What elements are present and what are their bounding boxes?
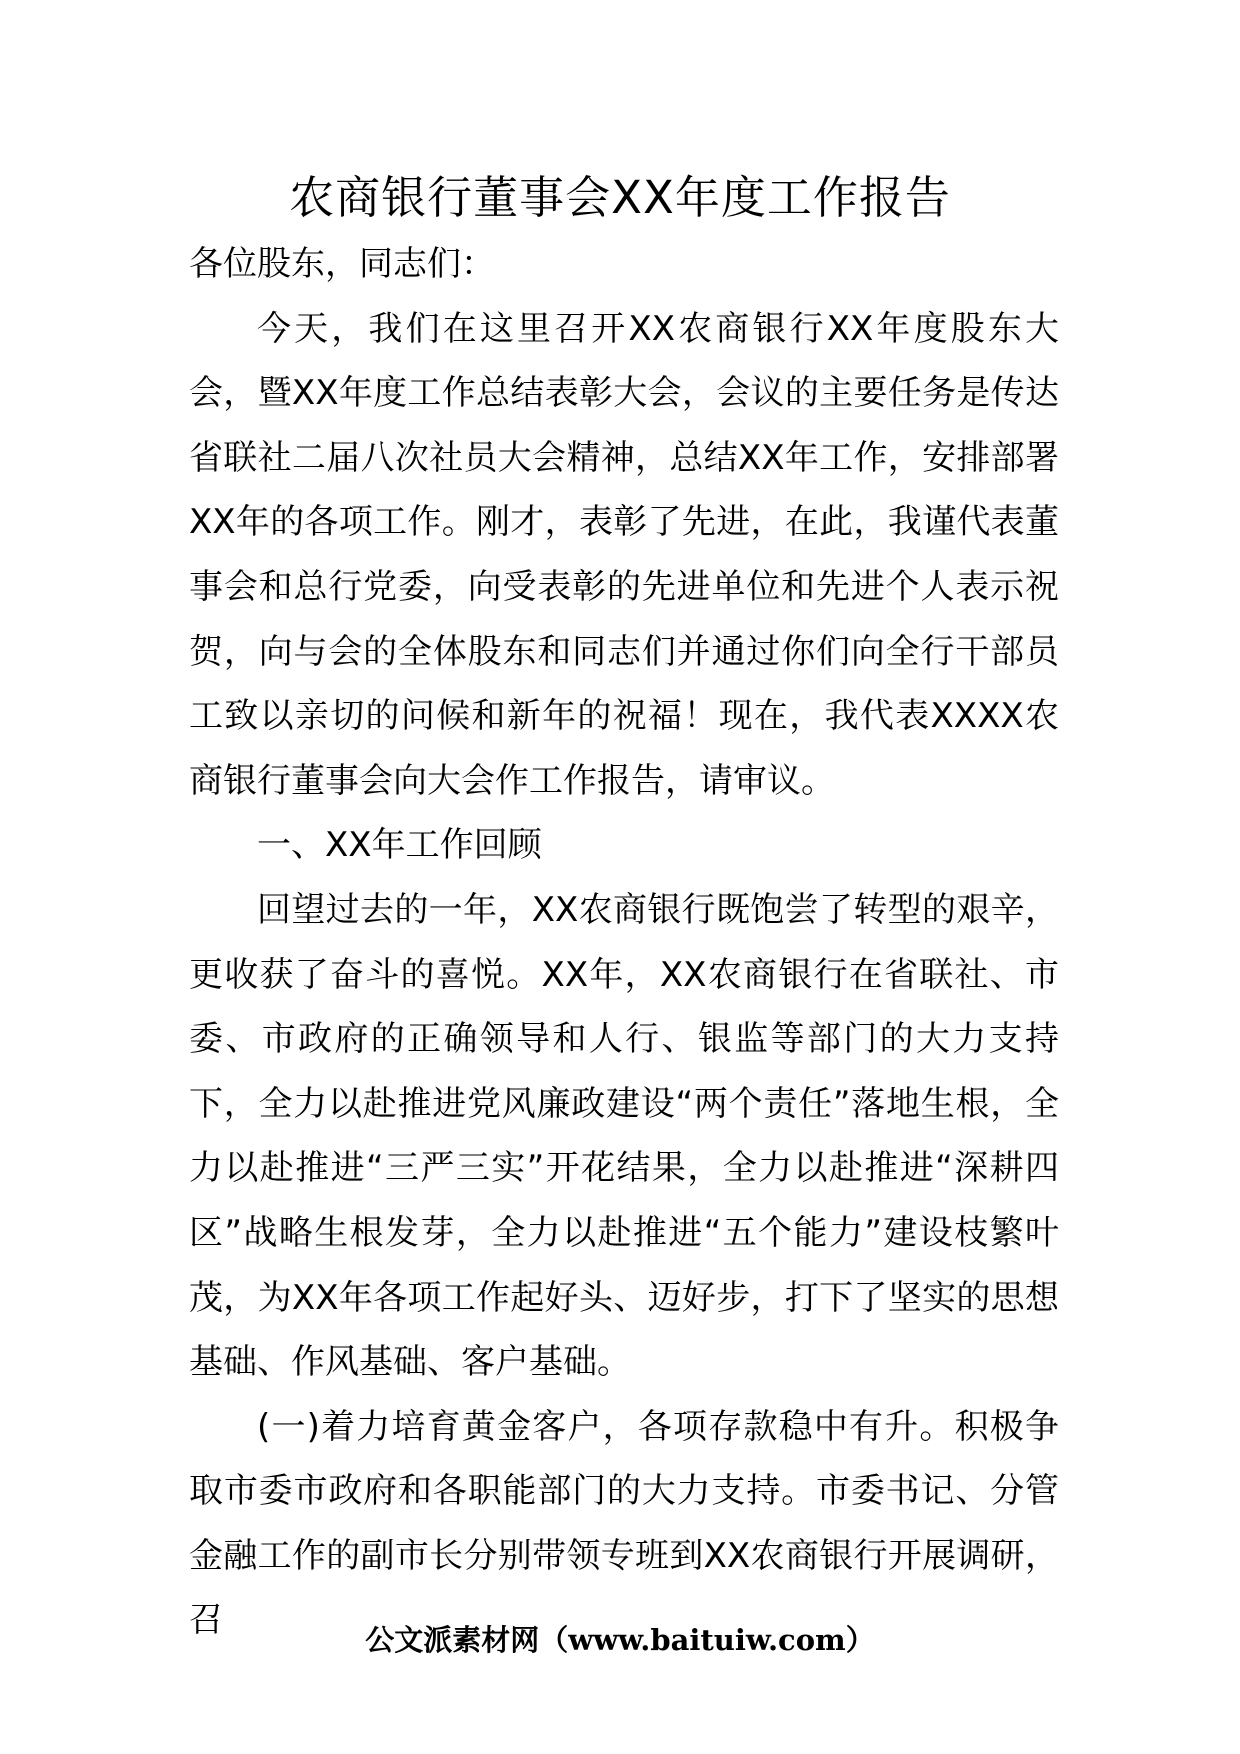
document-body [189,232,1059,1653]
section-heading: 一、XX年工作回顾 [257,825,542,866]
footer-source: 公文派素材网（www.baituiw.com） [365,1623,875,1657]
paragraph-deposits: (一)着力培育黄金客户，各项存款稳中有升。积极争取市委市政府和各职能部门的大力支持。市委书记、分管金融工作的副市长分别带领专班到XX农商银行开展调研，召 [189,1406,1059,1641]
paragraph-review: 回望过去的一年，XX农商银行既饱尝了转型的艰辛，更收获了奋斗的喜悦。XX年，XX农商银行在省联社、市委、市政府的正确领导和人行、银监等部门的大力支持下，全力以赴推进党风廉政建设“两个责任”落地生根，全力以赴推进“三严三实”开花结果，全力以赴推进“深耕四区”战略生根发芽，全力以赴推进“五个能力”建设枝繁叶茂，为XX年各项工作起好头、迈好步，打下了坚实的思想基础、作风基础、客户基础。 [189,889,1059,1383]
document-title: 农商银行董事会XX年度工作报告 [289,171,951,224]
paragraph-opening: 今天，我们在这里召开XX农商银行XX年度股东大会，暨XX年度工作总结表彰大会，会议的主要任务是传达省联社二届八次社员大会精神，总结XX年工作，安排部署XX年的各项工作。刚才，表彰了先进，在此，我谨代表董事会和总行党委，向受表彰的先进单位和先进个人表示祝贺，向与会的全体股东和同志们并通过你们向全行干部员工致以亲切的问候和新年的祝福！现在，我代表XXXX农商银行董事会向大会作工作报告，请审议。 [189,308,1059,801]
salutation: 各位股东，同志们： [189,244,495,284]
